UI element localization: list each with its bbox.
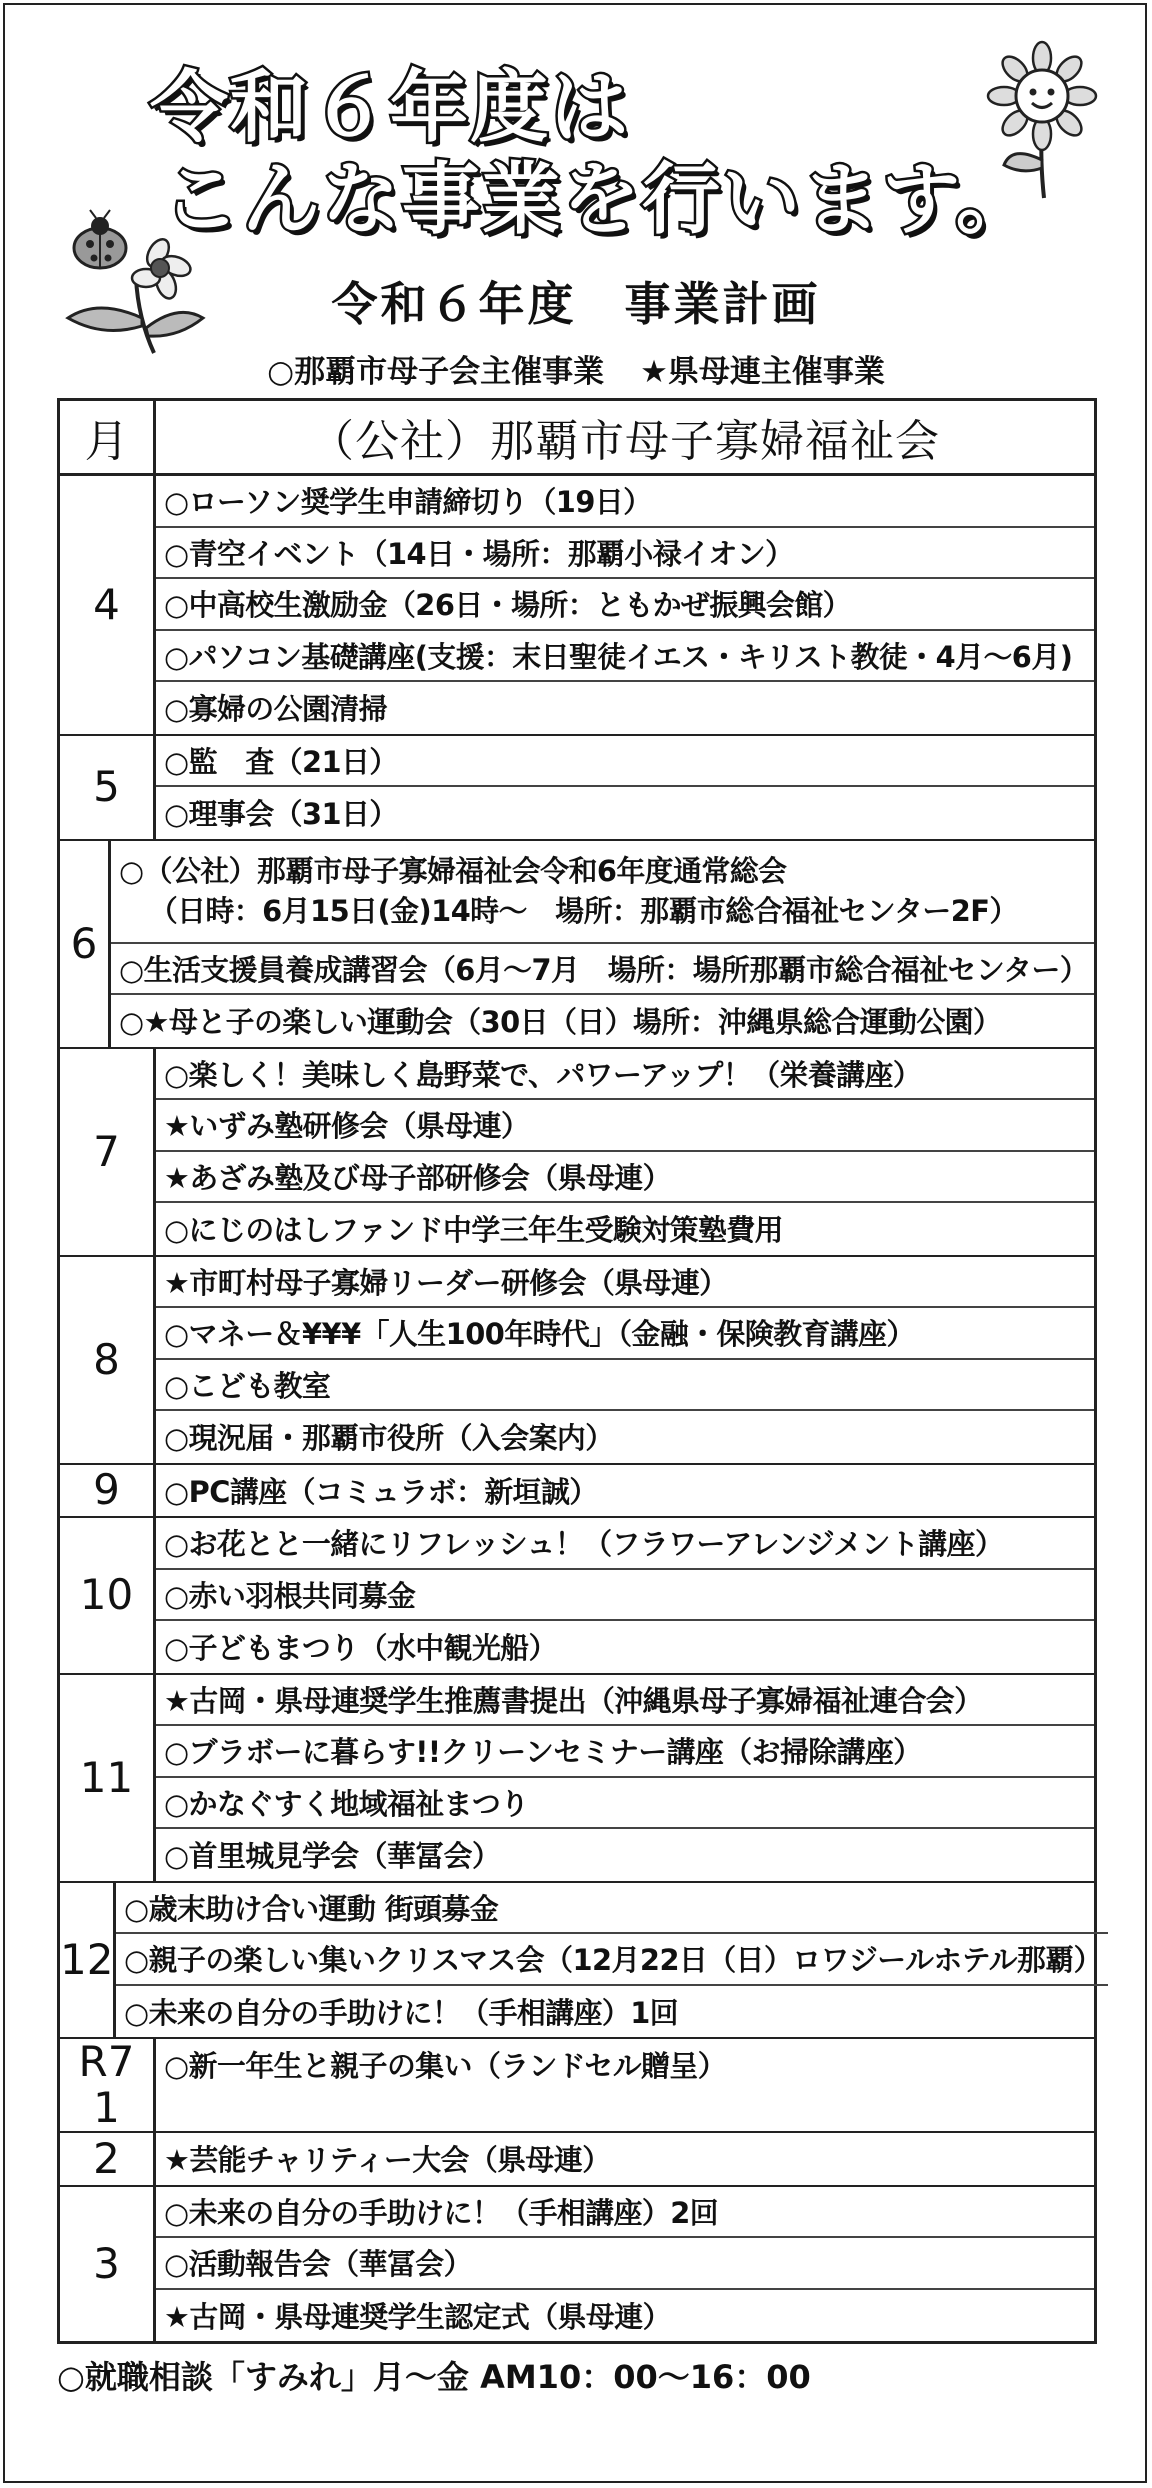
event-item — [156, 736, 1094, 788]
month-group — [60, 2039, 1094, 2133]
month-label: 5 — [93, 762, 120, 811]
event-list — [156, 736, 1094, 839]
event-text: ○お花とと一緒にリフレッシュ！（フラワーアレンジメント講座） — [164, 1527, 1004, 1562]
event-item — [156, 579, 1094, 631]
event-item — [156, 2039, 1094, 2091]
event-text: ○未来の自分の手助けに！（手相講座）1回 — [124, 1995, 679, 2030]
month-cell — [60, 476, 156, 734]
event-text: ○新一年生と親子の集い（ランドセル贈呈） — [164, 2049, 727, 2084]
event-list — [111, 841, 1094, 1047]
event-list — [156, 1049, 1094, 1255]
month-label: 7 — [93, 1126, 120, 1176]
month-cell — [60, 1883, 116, 2038]
event-text: ○ブラボーに暮らす!!クリーンセミナー講座（お掃除講座） — [164, 1735, 922, 1770]
event-list — [156, 2039, 1094, 2131]
header-organization: （公社）那覇市母子寡婦福祉会 — [310, 416, 940, 467]
month-group — [60, 1465, 1094, 1519]
month-cell — [60, 1675, 156, 1881]
event-text: ○中高校生激励金（26日・場所：ともかぜ振興会館） — [164, 588, 852, 623]
event-item — [156, 476, 1094, 528]
event-text: （日時：6月15日(金)14時～ 場所：那覇市総合福祉センター2F） — [148, 894, 1018, 928]
event-item — [111, 995, 1094, 1047]
event-list — [156, 1465, 1094, 1517]
event-text: ○現況届・那覇市役所（入会案内） — [164, 1421, 614, 1456]
event-text: ○理事会（31日） — [164, 797, 398, 832]
headline-line-1: 令和６年度は — [150, 63, 631, 153]
event-item — [156, 787, 1094, 839]
month-cell — [60, 2039, 156, 2131]
event-item — [156, 1621, 1094, 1673]
event-list — [156, 1518, 1094, 1673]
month-cell — [60, 2187, 156, 2342]
event-item — [116, 1883, 1108, 1935]
event-item — [156, 631, 1094, 683]
event-text: ○にじのはしファンド中学三年生受験対策塾費用 — [164, 1213, 783, 1248]
event-text: ○こども教室 — [164, 1368, 331, 1403]
event-item — [111, 944, 1094, 996]
event-item — [156, 1360, 1094, 1412]
event-text: ○かなぐすく地域福祉まつり — [164, 1786, 529, 1821]
month-label: 2 — [93, 2133, 120, 2183]
event-item — [156, 1049, 1094, 1101]
event-text: ○マネー＆¥¥¥「人生100年時代」（金融・保険教育講座） — [164, 1317, 915, 1352]
month-cell — [60, 1518, 156, 1673]
event-list — [156, 2187, 1094, 2342]
event-text: ○監 査（21日） — [164, 744, 398, 779]
month-group — [60, 1883, 1103, 2040]
month-group — [60, 1518, 1094, 1675]
month-label: 4 — [93, 579, 120, 629]
month-group — [60, 736, 1094, 841]
month-group — [60, 841, 1094, 1049]
month-label: 3 — [93, 2238, 120, 2288]
event-text: ○★母と子の楽しい運動会（30日（日）場所：沖縄県総合運動公園） — [118, 1005, 1002, 1040]
event-item — [156, 1518, 1094, 1570]
legend — [0, 346, 1152, 391]
event-text: ★市町村母子寡婦リーダー研修会（県母連） — [164, 1265, 728, 1300]
event-text: ★いずみ塾研修会（県母連） — [164, 1109, 530, 1144]
month-cell — [60, 1257, 156, 1463]
event-text: ○PC講座（コミュラボ：新垣誠） — [164, 1474, 598, 1509]
month-label: R7 — [78, 2037, 135, 2086]
month-group — [60, 2187, 1094, 2342]
month-group — [60, 1049, 1094, 1257]
event-item — [156, 1778, 1094, 1830]
event-list — [156, 1675, 1094, 1881]
event-item — [156, 1308, 1094, 1360]
event-item — [116, 1986, 1108, 2038]
event-text: ★あざみ塾及び母子部研修会（県母連） — [164, 1160, 671, 1195]
event-item — [156, 682, 1094, 734]
month-label: 12 — [60, 1934, 114, 1984]
event-item — [156, 1203, 1094, 1255]
month-group — [60, 2133, 1094, 2187]
month-label: 8 — [93, 1334, 120, 1384]
event-list — [116, 1883, 1108, 2038]
month-group — [60, 1257, 1094, 1465]
event-text: ○子どもまつり（水中観光船） — [164, 1631, 557, 1666]
event-text: ○青空イベント（14日・場所：那覇小禄イオン） — [164, 536, 794, 571]
event-item — [156, 2187, 1094, 2239]
event-text: ★芸能チャリティー大会（県母連） — [164, 2143, 611, 2178]
month-cell — [60, 2133, 156, 2185]
event-text: ○パソコン基礎講座(支援：末日聖徒イエス・キリスト教徒・4月～6月) — [164, 639, 1073, 674]
event-item — [156, 1100, 1094, 1152]
event-item — [156, 1570, 1094, 1622]
event-item — [156, 1257, 1094, 1309]
headline — [150, 62, 1050, 246]
event-item — [156, 1411, 1094, 1463]
event-text: ○赤い羽根共同募金 — [164, 1578, 416, 1613]
event-text: ○歳末助け合い運動 街頭募金 — [124, 1891, 499, 1926]
legend-star: ★県母連主催事業 — [640, 354, 885, 390]
event-item — [156, 1675, 1094, 1727]
plan-title — [0, 268, 1152, 334]
plan-title-label: 事業計画 — [624, 277, 821, 331]
month-label: 1 — [93, 2083, 120, 2132]
schedule-table — [57, 398, 1103, 2344]
legend-circle: ○那覇市母子会主催事業 — [267, 354, 605, 390]
month-label: 9 — [93, 1465, 120, 1515]
month-cell — [60, 736, 156, 839]
event-text: ○楽しく！美味しく島野菜で、パワーアップ！（栄養講座） — [164, 1057, 922, 1092]
month-group — [60, 476, 1094, 736]
event-text: ○親子の楽しい集いクリスマス会（12月22日（日）ロワジールホテル那覇） — [124, 1943, 1103, 1978]
table-header — [60, 401, 1094, 476]
month-label: 11 — [79, 1752, 134, 1802]
event-item — [156, 1465, 1094, 1517]
event-item — [156, 1829, 1094, 1881]
event-text: ○活動報告会（華冨会） — [164, 2247, 472, 2282]
event-item — [156, 1152, 1094, 1204]
event-text: ○生活支援員養成講習会（6月～7月 場所：場所那覇市総合福祉センター） — [118, 952, 1089, 987]
event-text: ★古岡・県母連奨学生認定式（県母連） — [164, 2299, 671, 2334]
event-item — [156, 2133, 1094, 2185]
event-item — [116, 1934, 1108, 1986]
month-group — [60, 1675, 1094, 1883]
month-cell — [60, 841, 111, 1047]
footer-consultation: ○就職相談「すみれ」月～金 AM10：00～16：00 — [57, 2358, 811, 2396]
event-text: ○未来の自分の手助けに！（手相講座）2回 — [164, 2195, 719, 2230]
event-text: ★古岡・県母連奨学生推薦書提出（沖縄県母子寡婦福祉連合会） — [164, 1683, 983, 1718]
header-month: 月 — [60, 401, 156, 473]
event-list — [156, 2133, 1094, 2185]
event-item — [156, 1726, 1094, 1778]
plan-title-year: 令和６年度 — [331, 277, 577, 331]
month-label: 6 — [70, 918, 98, 968]
event-text: ○（公社）那覇市母子寡婦福祉会令和6年度通常総会 — [118, 854, 787, 888]
event-text: ○寡婦の公園清掃 — [164, 692, 387, 727]
event-item — [156, 528, 1094, 580]
event-item — [156, 2290, 1094, 2342]
event-text: ○ローソン奨学生申請締切り（19日） — [164, 485, 652, 520]
event-item — [156, 2238, 1094, 2290]
event-list — [156, 476, 1094, 734]
event-text: ○首里城見学会（華冨会） — [164, 1839, 501, 1874]
month-label: 10 — [79, 1570, 134, 1620]
month-cell — [60, 1465, 156, 1517]
event-list — [156, 1257, 1094, 1463]
headline-line-2: こんな事業を行います。 — [162, 155, 1036, 245]
month-cell — [60, 1049, 156, 1255]
event-item — [111, 841, 1094, 944]
